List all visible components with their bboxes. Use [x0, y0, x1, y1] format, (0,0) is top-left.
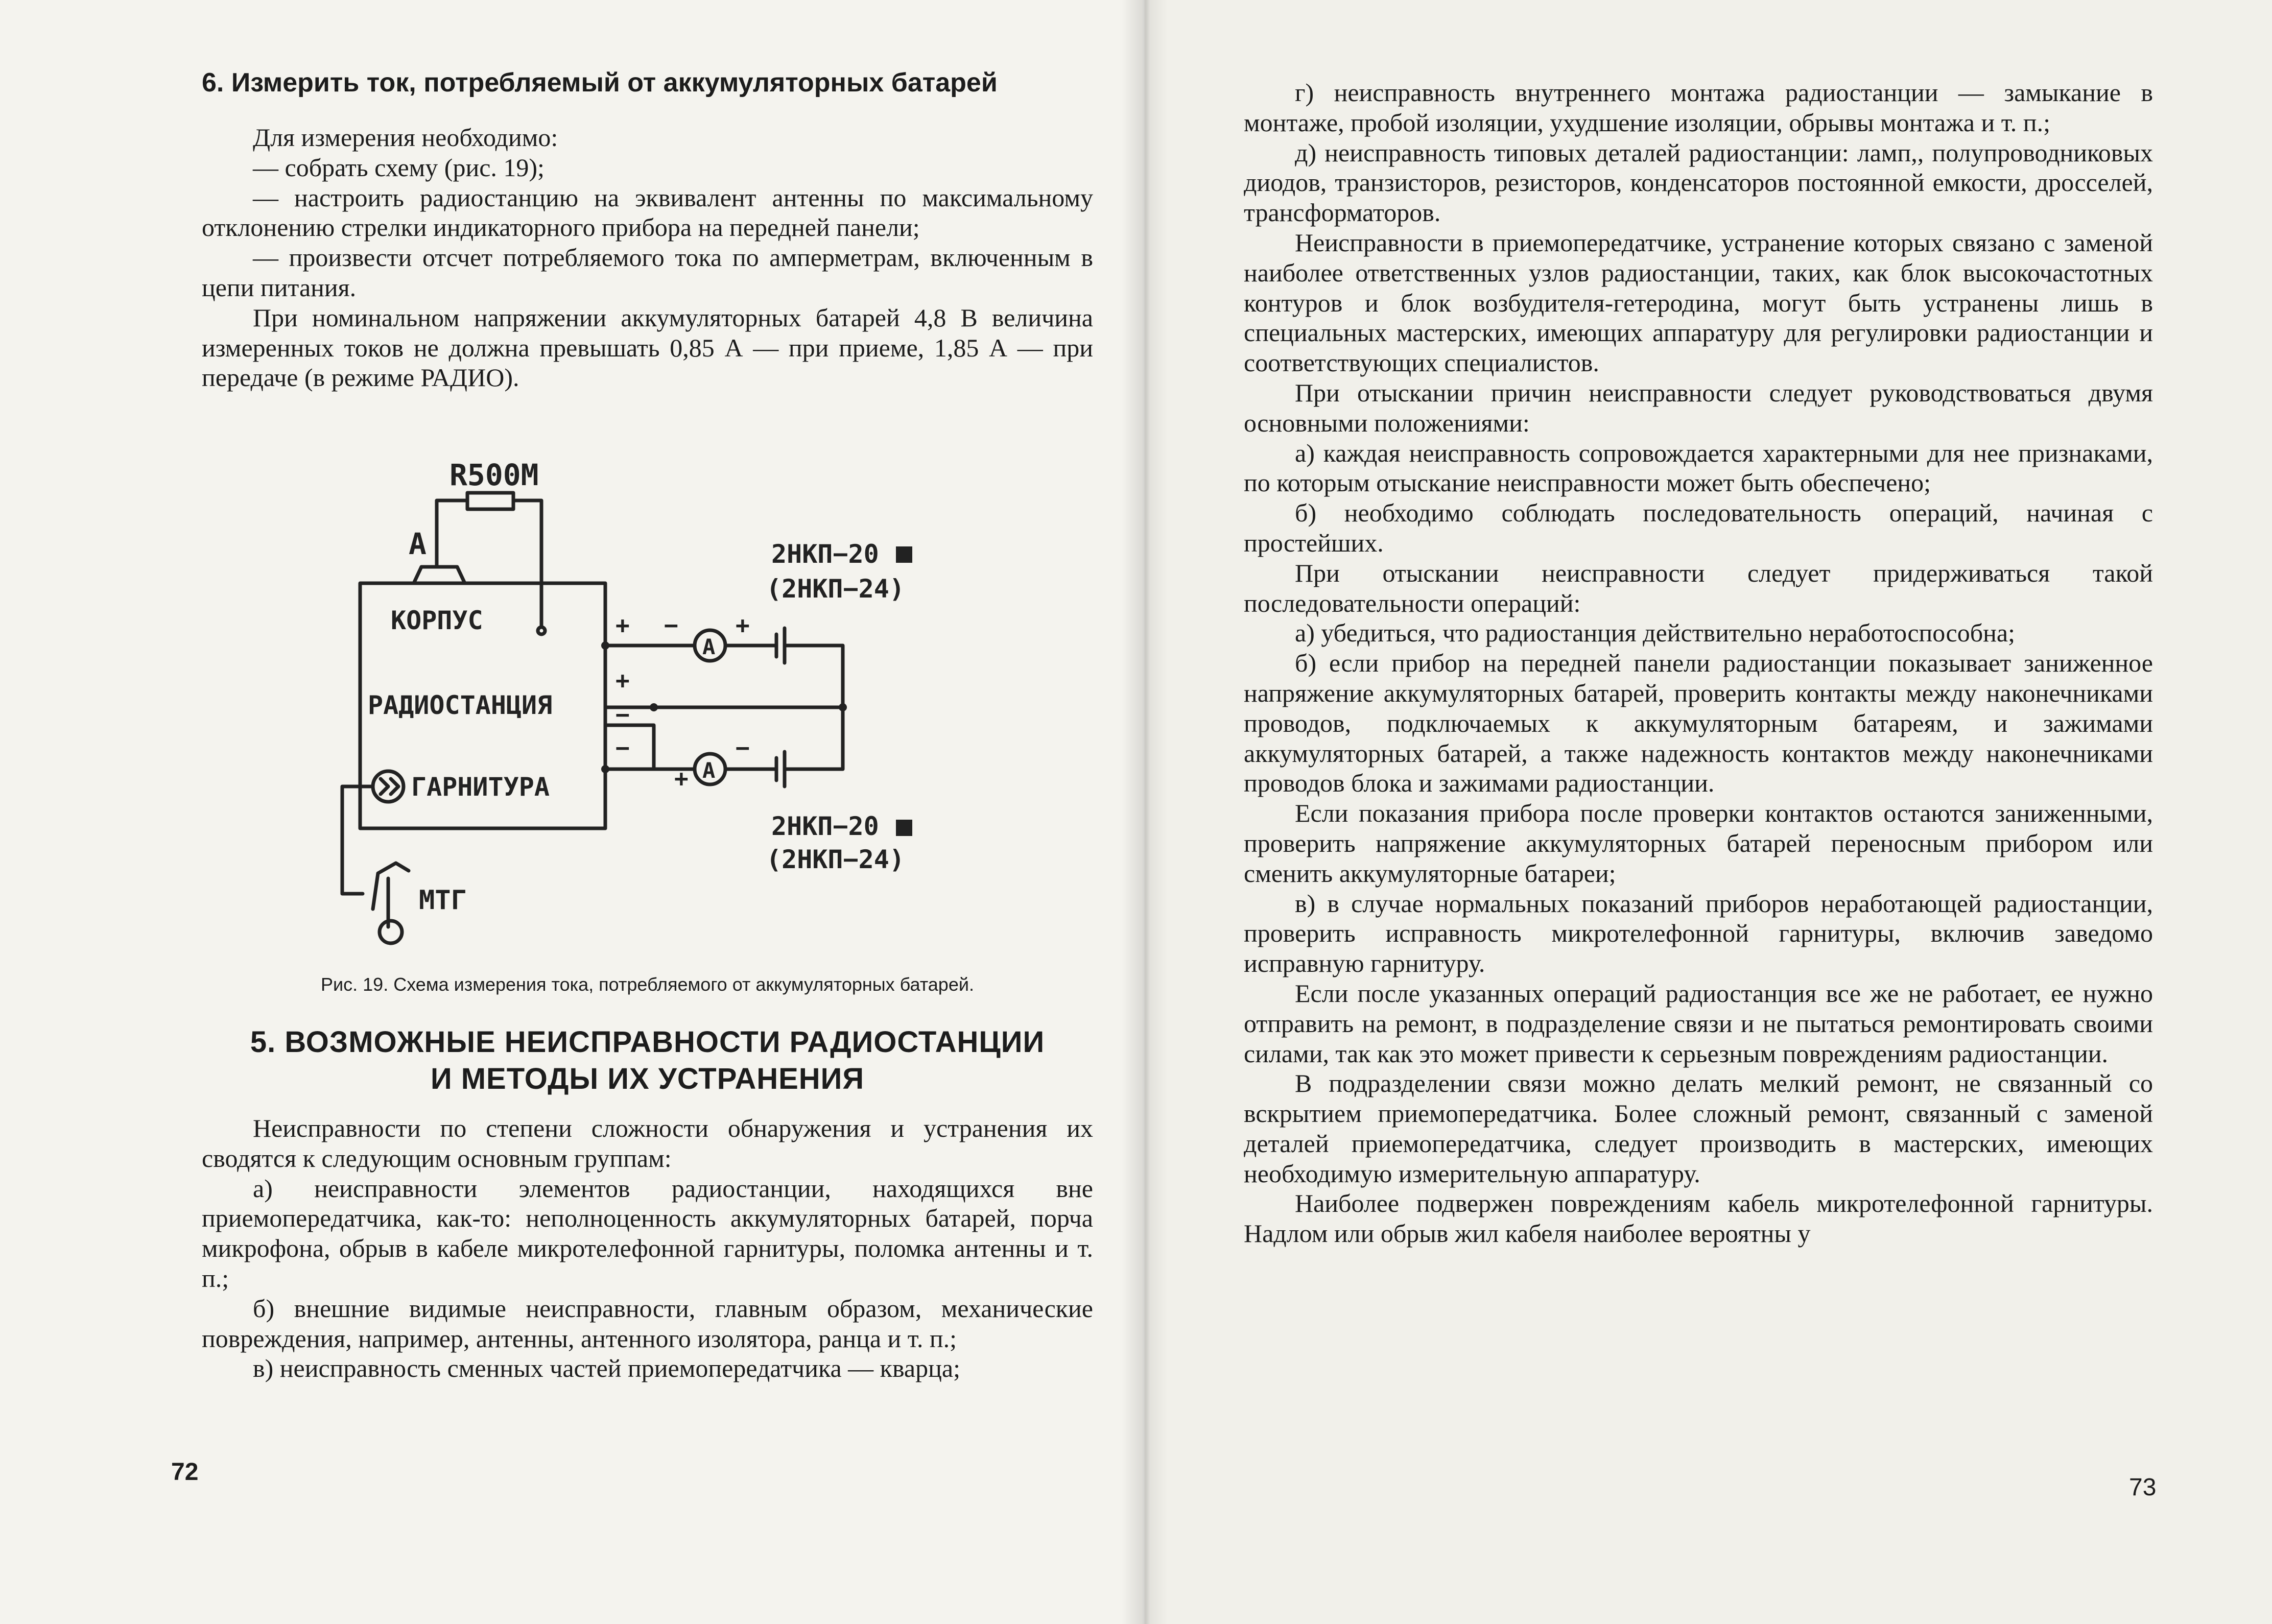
minus-sign: − [616, 701, 630, 728]
antenna-label: A [409, 527, 427, 561]
paragraph: — настроить радиостанцию на эквивалент антенны по максимальному отклонению стрелки индикаторного прибора на передней панели; [202, 183, 1093, 242]
circuit-diagram [327, 449, 1052, 960]
paragraph: Если после указанных операций радиостанция все же не работает, ее нужно отправить на ремонт, в подразделение связи и не пытаться ремонтировать своими силами, так как это может привести к серьезным повреждениям радиостанции. [1244, 978, 2153, 1068]
ammeter-bottom-symbol: A [702, 758, 716, 783]
resistor-label: R500M [449, 458, 539, 492]
battery-bottom-label: 2НКП−20 [771, 811, 879, 841]
paragraph: Для измерения необходимо: [253, 123, 558, 152]
headset-connector-arrows [381, 779, 398, 794]
paragraph: Неисправности по степени сложности обнаружения и устранения их сводятся к следующим основным группам: [202, 1114, 1093, 1173]
paragraph: — произвести отсчет потребляемого тока по амперметрам, включенным в цепи питания. [202, 243, 1093, 302]
paragraph: При отыскании причин неисправности следует руководствоваться двумя основными положениями: [1244, 378, 2153, 437]
paragraph: г) неисправность внутреннего монтажа радиостанции — замыкание в монтаже, пробой изоляции, ухудшение изоляции, обрывы монтажа и т. п.; [1244, 78, 2153, 137]
paragraph: Неисправности в приемопередатчике, устранение которых связано с заменой наиболее ответственных узлов радиостанции, таких, как блок высокочастотных контуров и блок возбудителя-гетеродина, могут быть устранены лишь в специальных мастерских, имеющих аппаратуру для регулировки радиостанции и соответствующих специалистов. [1244, 228, 2153, 377]
paragraph: а) неисправности элементов радиостанции, находящихся вне приемопередатчика, как-то: неполноценность аккумуляторных батарей, порча микрофона, обрыв в кабеле микротелефонной гарнитуры, поломка антенны и т. п.; [202, 1174, 1093, 1293]
minus-sign: − [736, 734, 750, 761]
headset-earpiece [380, 921, 402, 943]
right-text-column [1244, 78, 2153, 1249]
korpus-terminal [538, 627, 545, 634]
section-heading: 6. Измерить ток, потребляемый от аккумуляторных батарей [202, 68, 998, 98]
plus-sign: + [674, 765, 689, 792]
figure-caption: Рис. 19. Схема измерения тока, потребляемого от аккумуляторных батарей. [321, 974, 974, 995]
chapter-title-line-1: 5. ВОЗМОЖНЫЕ НЕИСПРАВНОСТИ РАДИОСТАНЦИИ [250, 1025, 1045, 1059]
chapter-title [202, 1024, 1093, 1097]
battery-top-label: 2НКП−20 [771, 539, 879, 569]
paragraph: б) внешние видимые неисправности, главным образом, механические повреждения, например, антенны, антенного изолятора, ранца и т. п.; [202, 1294, 1093, 1353]
antenna-terminal [414, 567, 465, 583]
battery-top-mark [896, 546, 912, 563]
paragraph: При отыскании неисправности следует придерживаться такой последовательности операций: [1244, 558, 2153, 617]
battery-top-alt-label: (2НКП−24) [766, 574, 905, 604]
paragraph: а) убедиться, что радиостанция действительно неработоспособна; [1295, 618, 2016, 648]
headset-connector-label: ГАРНИТУРА [411, 772, 550, 802]
radio-label: РАДИОСТАНЦИЯ [368, 690, 553, 720]
battery-bottom-mark [896, 820, 912, 836]
paragraph: — собрать схему (рис. 19); [253, 153, 545, 182]
minus-sign: − [664, 611, 678, 639]
minus-sign: − [616, 734, 630, 761]
plus-sign: + [736, 611, 750, 639]
paragraph: Наиболее подвержен повреждениям кабель микротелефонной гарнитуры. Надлом или обрыв жил кабеля наиболее вероятны у [1244, 1189, 2153, 1248]
chapter-title-line-2: И МЕТОДЫ ИХ УСТРАНЕНИЯ [430, 1062, 865, 1095]
ammeter-top-symbol: A [702, 634, 716, 659]
headset-label: МТГ [419, 885, 467, 916]
battery-bottom-alt-label: (2НКП−24) [766, 845, 905, 874]
headset-body [373, 863, 409, 927]
paragraph: Если показания прибора после проверки контактов остаются заниженными, проверить напряжение аккумуляторных батарей переносным прибором или сменить аккумуляторные батареи; [1244, 799, 2153, 888]
paragraph: в) неисправность сменных частей приемопередатчика — кварца; [253, 1354, 960, 1383]
headset-cable [342, 786, 373, 894]
plus-sign: + [616, 611, 630, 639]
paragraph: При номинальном напряжении аккумуляторных батарей 4,8 В величина измеренных токов не должна превышать 0,85 А — при приеме, 1,85 А — при передаче (в режиме РАДИО). [202, 303, 1093, 392]
resistor-symbol [467, 493, 513, 509]
book-gutter [1122, 0, 1168, 1624]
paragraph: б) если прибор на передней панели радиостанции показывает заниженное напряжение аккумуляторных батарей, проверить контакты между наконечниками проводов, подключаемых к аккумуляторным батареям, и зажимами аккумуляторных батарей, а также надежность контактов между наконечниками проводов блока и зажимами радиостанции. [1244, 649, 2153, 798]
paragraph: д) неисправность типовых деталей радиостанции: ламп,, полупроводниковых диодов, транзисторов, резисторов, конденсаторов постоянной емкости, дросселей, трансформаторов. [1244, 138, 2153, 227]
korpus-label: КОРПУС [391, 606, 483, 635]
wire-bottom-return [785, 707, 843, 769]
plus-sign: + [616, 666, 630, 694]
page-number-left: 72 [171, 1459, 199, 1486]
paragraph: в) в случае нормальных показаний приборов неработающей радиостанции, проверить исправность микротелефонной гарнитуры, включив заведомо исправную гарнитуру. [1244, 889, 2153, 978]
paragraph: а) каждая неисправность сопровождается характерными для нее признаками, по которым отыскание неисправности может быть обеспечено; [1244, 438, 2153, 497]
paragraph: В подразделении связи можно делать мелкий ремонт, не связанный со вскрытием приемопередатчика. Более сложный ремонт, связанный с заменой деталей приемопередатчика, следует производить в мастерских, имеющих необходимую измерительную аппаратуру. [1244, 1069, 2153, 1188]
page-number-right: 73 [2129, 1474, 2157, 1501]
paragraph: б) необходимо соблюдать последовательность операций, начиная с простейших. [1244, 498, 2153, 557]
